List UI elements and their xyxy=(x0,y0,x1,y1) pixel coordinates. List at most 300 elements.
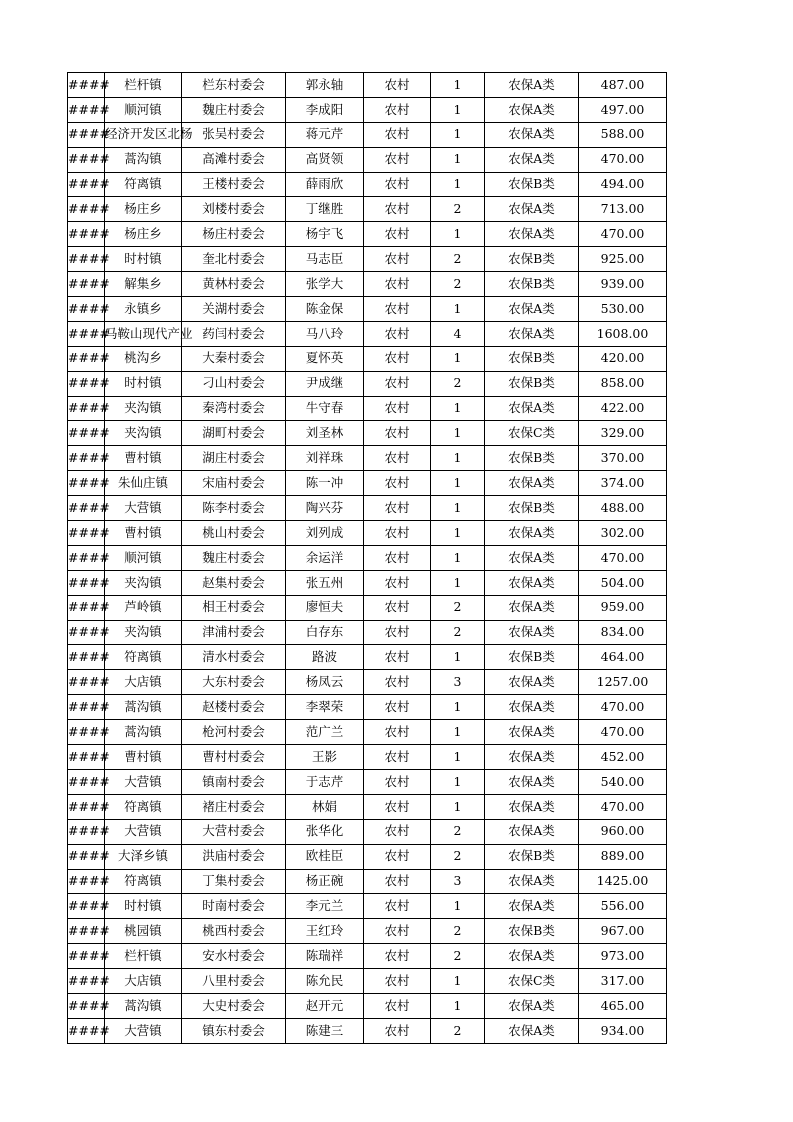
area-type-cell: 农村 xyxy=(364,471,431,496)
id-cell: #### xyxy=(68,869,105,894)
area-type-cell: 农村 xyxy=(364,496,431,521)
household-count-cell: 1 xyxy=(431,720,485,745)
category-cell: 农保A类 xyxy=(485,396,579,421)
town-cell: 夹沟镇 xyxy=(105,620,182,645)
id-cell: #### xyxy=(68,1018,105,1043)
name-cell: 薛雨欣 xyxy=(286,172,364,197)
village-cell: 津浦村委会 xyxy=(182,620,286,645)
household-count-cell: 2 xyxy=(431,844,485,869)
table-row xyxy=(68,695,667,720)
town-cell: 符离镇 xyxy=(105,794,182,819)
area-type-cell: 农村 xyxy=(364,993,431,1018)
town-cell: 时村镇 xyxy=(105,894,182,919)
name-cell: 陈金保 xyxy=(286,297,364,322)
area-type-cell: 农村 xyxy=(364,869,431,894)
name-cell: 陈建三 xyxy=(286,1018,364,1043)
town-cell: 蒿沟镇 xyxy=(105,695,182,720)
table-row xyxy=(68,919,667,944)
name-cell: 马志臣 xyxy=(286,247,364,272)
id-cell: #### xyxy=(68,297,105,322)
village-cell: 药闫村委会 xyxy=(182,321,286,346)
town-cell: 顺河镇 xyxy=(105,97,182,122)
town-cell: 大店镇 xyxy=(105,670,182,695)
category-cell: 农保A类 xyxy=(485,993,579,1018)
area-type-cell: 农村 xyxy=(364,769,431,794)
table-row xyxy=(68,819,667,844)
area-type-cell: 农村 xyxy=(364,197,431,222)
category-cell: 农保A类 xyxy=(485,670,579,695)
id-cell: #### xyxy=(68,321,105,346)
village-cell: 大营村委会 xyxy=(182,819,286,844)
id-cell: #### xyxy=(68,570,105,595)
town-cell: 时村镇 xyxy=(105,371,182,396)
id-cell: #### xyxy=(68,695,105,720)
name-cell: 陈允民 xyxy=(286,969,364,994)
category-cell: 农保A类 xyxy=(485,321,579,346)
id-cell: #### xyxy=(68,97,105,122)
category-cell: 农保A类 xyxy=(485,521,579,546)
town-cell: 大营镇 xyxy=(105,1018,182,1043)
table-row xyxy=(68,894,667,919)
area-type-cell: 农村 xyxy=(364,570,431,595)
name-cell: 丁继胜 xyxy=(286,197,364,222)
village-cell: 魏庄村委会 xyxy=(182,545,286,570)
household-count-cell: 2 xyxy=(431,919,485,944)
area-type-cell: 农村 xyxy=(364,695,431,720)
town-cell: 大营镇 xyxy=(105,819,182,844)
id-cell: #### xyxy=(68,993,105,1018)
table-row xyxy=(68,545,667,570)
area-type-cell: 农村 xyxy=(364,446,431,471)
amount-cell: 497.00 xyxy=(579,97,667,122)
amount-cell: 939.00 xyxy=(579,272,667,297)
table-row xyxy=(68,670,667,695)
table-row xyxy=(68,471,667,496)
table-row xyxy=(68,769,667,794)
id-cell: #### xyxy=(68,471,105,496)
table-row xyxy=(68,645,667,670)
household-count-cell: 2 xyxy=(431,595,485,620)
id-cell: #### xyxy=(68,769,105,794)
amount-cell: 967.00 xyxy=(579,919,667,944)
amount-cell: 464.00 xyxy=(579,645,667,670)
id-cell: #### xyxy=(68,819,105,844)
area-type-cell: 农村 xyxy=(364,122,431,147)
table-row xyxy=(68,720,667,745)
town-cell: 马鞍山现代产业 xyxy=(105,321,182,346)
category-cell: 农保A类 xyxy=(485,73,579,98)
area-type-cell: 农村 xyxy=(364,172,431,197)
table-row xyxy=(68,222,667,247)
name-cell: 李元兰 xyxy=(286,894,364,919)
household-count-cell: 1 xyxy=(431,172,485,197)
name-cell: 牛守春 xyxy=(286,396,364,421)
household-count-cell: 1 xyxy=(431,396,485,421)
household-count-cell: 2 xyxy=(431,819,485,844)
village-cell: 湖町村委会 xyxy=(182,421,286,446)
category-cell: 农保A类 xyxy=(485,794,579,819)
village-cell: 洪庙村委会 xyxy=(182,844,286,869)
village-cell: 黄林村委会 xyxy=(182,272,286,297)
household-count-cell: 1 xyxy=(431,73,485,98)
area-type-cell: 农村 xyxy=(364,272,431,297)
table-row xyxy=(68,496,667,521)
household-count-cell: 1 xyxy=(431,521,485,546)
household-count-cell: 1 xyxy=(431,446,485,471)
name-cell: 王红玲 xyxy=(286,919,364,944)
category-cell: 农保A类 xyxy=(485,894,579,919)
id-cell: #### xyxy=(68,222,105,247)
amount-cell: 420.00 xyxy=(579,346,667,371)
name-cell: 白存东 xyxy=(286,620,364,645)
village-cell: 清水村委会 xyxy=(182,645,286,670)
table-row xyxy=(68,197,667,222)
id-cell: #### xyxy=(68,670,105,695)
household-count-cell: 1 xyxy=(431,122,485,147)
household-count-cell: 1 xyxy=(431,794,485,819)
category-cell: 农保A类 xyxy=(485,122,579,147)
household-count-cell: 2 xyxy=(431,944,485,969)
household-count-cell: 2 xyxy=(431,1018,485,1043)
category-cell: 农保B类 xyxy=(485,446,579,471)
amount-cell: 834.00 xyxy=(579,620,667,645)
village-cell: 奎北村委会 xyxy=(182,247,286,272)
name-cell: 陈瑞祥 xyxy=(286,944,364,969)
town-cell: 顺河镇 xyxy=(105,545,182,570)
town-cell: 蒿沟镇 xyxy=(105,147,182,172)
name-cell: 廖恒夫 xyxy=(286,595,364,620)
household-count-cell: 1 xyxy=(431,147,485,172)
area-type-cell: 农村 xyxy=(364,73,431,98)
category-cell: 农保B类 xyxy=(485,919,579,944)
village-cell: 褚庄村委会 xyxy=(182,794,286,819)
name-cell: 张华化 xyxy=(286,819,364,844)
town-cell: 曹村镇 xyxy=(105,521,182,546)
amount-cell: 858.00 xyxy=(579,371,667,396)
id-cell: #### xyxy=(68,844,105,869)
household-count-cell: 1 xyxy=(431,745,485,770)
name-cell: 郭永轴 xyxy=(286,73,364,98)
category-cell: 农保C类 xyxy=(485,421,579,446)
table-row xyxy=(68,993,667,1018)
amount-cell: 470.00 xyxy=(579,222,667,247)
category-cell: 农保A类 xyxy=(485,471,579,496)
village-cell: 王楼村委会 xyxy=(182,172,286,197)
table-row xyxy=(68,421,667,446)
name-cell: 李翠荣 xyxy=(286,695,364,720)
household-count-cell: 2 xyxy=(431,620,485,645)
area-type-cell: 农村 xyxy=(364,620,431,645)
id-cell: #### xyxy=(68,645,105,670)
category-cell: 农保A类 xyxy=(485,147,579,172)
village-cell: 关湖村委会 xyxy=(182,297,286,322)
amount-cell: 470.00 xyxy=(579,545,667,570)
id-cell: #### xyxy=(68,545,105,570)
name-cell: 刘圣林 xyxy=(286,421,364,446)
name-cell: 杨宇飞 xyxy=(286,222,364,247)
amount-cell: 470.00 xyxy=(579,794,667,819)
area-type-cell: 农村 xyxy=(364,521,431,546)
town-cell: 时村镇 xyxy=(105,247,182,272)
town-cell: 解集乡 xyxy=(105,272,182,297)
id-cell: #### xyxy=(68,247,105,272)
amount-cell: 1608.00 xyxy=(579,321,667,346)
amount-cell: 959.00 xyxy=(579,595,667,620)
category-cell: 农保B类 xyxy=(485,844,579,869)
village-cell: 栏东村委会 xyxy=(182,73,286,98)
amount-cell: 370.00 xyxy=(579,446,667,471)
town-cell: 桃沟乡 xyxy=(105,346,182,371)
household-count-cell: 1 xyxy=(431,695,485,720)
category-cell: 农保A类 xyxy=(485,570,579,595)
area-type-cell: 农村 xyxy=(364,421,431,446)
category-cell: 农保A类 xyxy=(485,944,579,969)
id-cell: #### xyxy=(68,73,105,98)
village-cell: 八里村委会 xyxy=(182,969,286,994)
name-cell: 夏怀英 xyxy=(286,346,364,371)
household-count-cell: 1 xyxy=(431,570,485,595)
id-cell: #### xyxy=(68,346,105,371)
name-cell: 杨正碗 xyxy=(286,869,364,894)
area-type-cell: 农村 xyxy=(364,794,431,819)
id-cell: #### xyxy=(68,446,105,471)
area-type-cell: 农村 xyxy=(364,321,431,346)
area-type-cell: 农村 xyxy=(364,969,431,994)
table-row xyxy=(68,272,667,297)
town-cell: 栏杆镇 xyxy=(105,73,182,98)
village-cell: 相王村委会 xyxy=(182,595,286,620)
name-cell: 高贤领 xyxy=(286,147,364,172)
id-cell: #### xyxy=(68,396,105,421)
town-cell: 永镇乡 xyxy=(105,297,182,322)
id-cell: #### xyxy=(68,595,105,620)
table-row xyxy=(68,172,667,197)
village-cell: 赵楼村委会 xyxy=(182,695,286,720)
category-cell: 农保A类 xyxy=(485,297,579,322)
household-count-cell: 4 xyxy=(431,321,485,346)
id-cell: #### xyxy=(68,919,105,944)
village-cell: 魏庄村委会 xyxy=(182,97,286,122)
table-row xyxy=(68,869,667,894)
category-cell: 农保A类 xyxy=(485,869,579,894)
area-type-cell: 农村 xyxy=(364,670,431,695)
table-row xyxy=(68,247,667,272)
town-cell: 夹沟镇 xyxy=(105,396,182,421)
area-type-cell: 农村 xyxy=(364,819,431,844)
town-cell: 栏杆镇 xyxy=(105,944,182,969)
area-type-cell: 农村 xyxy=(364,371,431,396)
category-cell: 农保A类 xyxy=(485,197,579,222)
household-count-cell: 1 xyxy=(431,222,485,247)
amount-cell: 302.00 xyxy=(579,521,667,546)
town-cell: 芦岭镇 xyxy=(105,595,182,620)
id-cell: #### xyxy=(68,147,105,172)
town-cell: 蒿沟镇 xyxy=(105,993,182,1018)
id-cell: #### xyxy=(68,371,105,396)
village-cell: 赵集村委会 xyxy=(182,570,286,595)
village-cell: 镇东村委会 xyxy=(182,1018,286,1043)
household-count-cell: 2 xyxy=(431,371,485,396)
data-table xyxy=(67,72,667,1044)
table-row xyxy=(68,521,667,546)
village-cell: 秦湾村委会 xyxy=(182,396,286,421)
area-type-cell: 农村 xyxy=(364,720,431,745)
id-cell: #### xyxy=(68,969,105,994)
amount-cell: 488.00 xyxy=(579,496,667,521)
name-cell: 蒋元芹 xyxy=(286,122,364,147)
area-type-cell: 农村 xyxy=(364,147,431,172)
amount-cell: 934.00 xyxy=(579,1018,667,1043)
area-type-cell: 农村 xyxy=(364,97,431,122)
village-cell: 大史村委会 xyxy=(182,993,286,1018)
table-row xyxy=(68,595,667,620)
town-cell: 大营镇 xyxy=(105,496,182,521)
town-cell: 经济开发区北杨 xyxy=(105,122,182,147)
id-cell: #### xyxy=(68,122,105,147)
town-cell: 杨庄乡 xyxy=(105,197,182,222)
name-cell: 欧桂臣 xyxy=(286,844,364,869)
name-cell: 陶兴芬 xyxy=(286,496,364,521)
name-cell: 尹成继 xyxy=(286,371,364,396)
table-row xyxy=(68,944,667,969)
category-cell: 农保A类 xyxy=(485,819,579,844)
name-cell: 王影 xyxy=(286,745,364,770)
household-count-cell: 1 xyxy=(431,769,485,794)
village-cell: 大东村委会 xyxy=(182,670,286,695)
amount-cell: 487.00 xyxy=(579,73,667,98)
household-count-cell: 1 xyxy=(431,496,485,521)
category-cell: 农保B类 xyxy=(485,496,579,521)
id-cell: #### xyxy=(68,521,105,546)
id-cell: #### xyxy=(68,272,105,297)
area-type-cell: 农村 xyxy=(364,222,431,247)
table-row xyxy=(68,321,667,346)
village-cell: 宋庙村委会 xyxy=(182,471,286,496)
category-cell: 农保A类 xyxy=(485,545,579,570)
name-cell: 赵开元 xyxy=(286,993,364,1018)
amount-cell: 329.00 xyxy=(579,421,667,446)
table-row xyxy=(68,73,667,98)
village-cell: 桃山村委会 xyxy=(182,521,286,546)
category-cell: 农保A类 xyxy=(485,745,579,770)
amount-cell: 504.00 xyxy=(579,570,667,595)
town-cell: 夹沟镇 xyxy=(105,421,182,446)
area-type-cell: 农村 xyxy=(364,919,431,944)
category-cell: 农保A类 xyxy=(485,769,579,794)
area-type-cell: 农村 xyxy=(364,844,431,869)
amount-cell: 530.00 xyxy=(579,297,667,322)
category-cell: 农保B类 xyxy=(485,272,579,297)
name-cell: 李成阳 xyxy=(286,97,364,122)
village-cell: 丁集村委会 xyxy=(182,869,286,894)
category-cell: 农保A类 xyxy=(485,97,579,122)
category-cell: 农保B类 xyxy=(485,172,579,197)
amount-cell: 960.00 xyxy=(579,819,667,844)
town-cell: 蒿沟镇 xyxy=(105,720,182,745)
category-cell: 农保B类 xyxy=(485,247,579,272)
amount-cell: 925.00 xyxy=(579,247,667,272)
area-type-cell: 农村 xyxy=(364,595,431,620)
town-cell: 朱仙庄镇 xyxy=(105,471,182,496)
village-cell: 安水村委会 xyxy=(182,944,286,969)
household-count-cell: 1 xyxy=(431,97,485,122)
household-count-cell: 1 xyxy=(431,421,485,446)
table-row xyxy=(68,745,667,770)
category-cell: 农保A类 xyxy=(485,620,579,645)
name-cell: 刘祥珠 xyxy=(286,446,364,471)
village-cell: 曹村村委会 xyxy=(182,745,286,770)
area-type-cell: 农村 xyxy=(364,645,431,670)
category-cell: 农保A类 xyxy=(485,1018,579,1043)
table-row xyxy=(68,371,667,396)
village-cell: 杨庄村委会 xyxy=(182,222,286,247)
village-cell: 时南村委会 xyxy=(182,894,286,919)
amount-cell: 588.00 xyxy=(579,122,667,147)
area-type-cell: 农村 xyxy=(364,944,431,969)
village-cell: 刁山村委会 xyxy=(182,371,286,396)
household-count-cell: 1 xyxy=(431,969,485,994)
amount-cell: 470.00 xyxy=(579,147,667,172)
category-cell: 农保A类 xyxy=(485,595,579,620)
category-cell: 农保C类 xyxy=(485,969,579,994)
category-cell: 农保A类 xyxy=(485,222,579,247)
village-cell: 枪河村委会 xyxy=(182,720,286,745)
village-cell: 湖庄村委会 xyxy=(182,446,286,471)
table-row xyxy=(68,969,667,994)
amount-cell: 317.00 xyxy=(579,969,667,994)
area-type-cell: 农村 xyxy=(364,745,431,770)
household-count-cell: 3 xyxy=(431,670,485,695)
name-cell: 陈一冲 xyxy=(286,471,364,496)
category-cell: 农保A类 xyxy=(485,695,579,720)
category-cell: 农保B类 xyxy=(485,346,579,371)
table-row xyxy=(68,346,667,371)
town-cell: 符离镇 xyxy=(105,172,182,197)
town-cell: 大营镇 xyxy=(105,769,182,794)
name-cell: 余运洋 xyxy=(286,545,364,570)
id-cell: #### xyxy=(68,720,105,745)
id-cell: #### xyxy=(68,496,105,521)
amount-cell: 540.00 xyxy=(579,769,667,794)
village-cell: 大秦村委会 xyxy=(182,346,286,371)
name-cell: 杨凤云 xyxy=(286,670,364,695)
town-cell: 曹村镇 xyxy=(105,446,182,471)
category-cell: 农保B类 xyxy=(485,645,579,670)
id-cell: #### xyxy=(68,172,105,197)
village-cell: 张吴村委会 xyxy=(182,122,286,147)
town-cell: 曹村镇 xyxy=(105,745,182,770)
area-type-cell: 农村 xyxy=(364,297,431,322)
village-cell: 陈李村委会 xyxy=(182,496,286,521)
table-row xyxy=(68,297,667,322)
household-count-cell: 1 xyxy=(431,346,485,371)
name-cell: 林娟 xyxy=(286,794,364,819)
amount-cell: 889.00 xyxy=(579,844,667,869)
area-type-cell: 农村 xyxy=(364,346,431,371)
household-count-cell: 1 xyxy=(431,645,485,670)
village-cell: 镇南村委会 xyxy=(182,769,286,794)
category-cell: 农保A类 xyxy=(485,720,579,745)
town-cell: 大泽乡镇 xyxy=(105,844,182,869)
household-count-cell: 2 xyxy=(431,197,485,222)
name-cell: 路波 xyxy=(286,645,364,670)
household-count-cell: 2 xyxy=(431,272,485,297)
name-cell: 于志芹 xyxy=(286,769,364,794)
amount-cell: 1257.00 xyxy=(579,670,667,695)
area-type-cell: 农村 xyxy=(364,545,431,570)
id-cell: #### xyxy=(68,745,105,770)
amount-cell: 713.00 xyxy=(579,197,667,222)
